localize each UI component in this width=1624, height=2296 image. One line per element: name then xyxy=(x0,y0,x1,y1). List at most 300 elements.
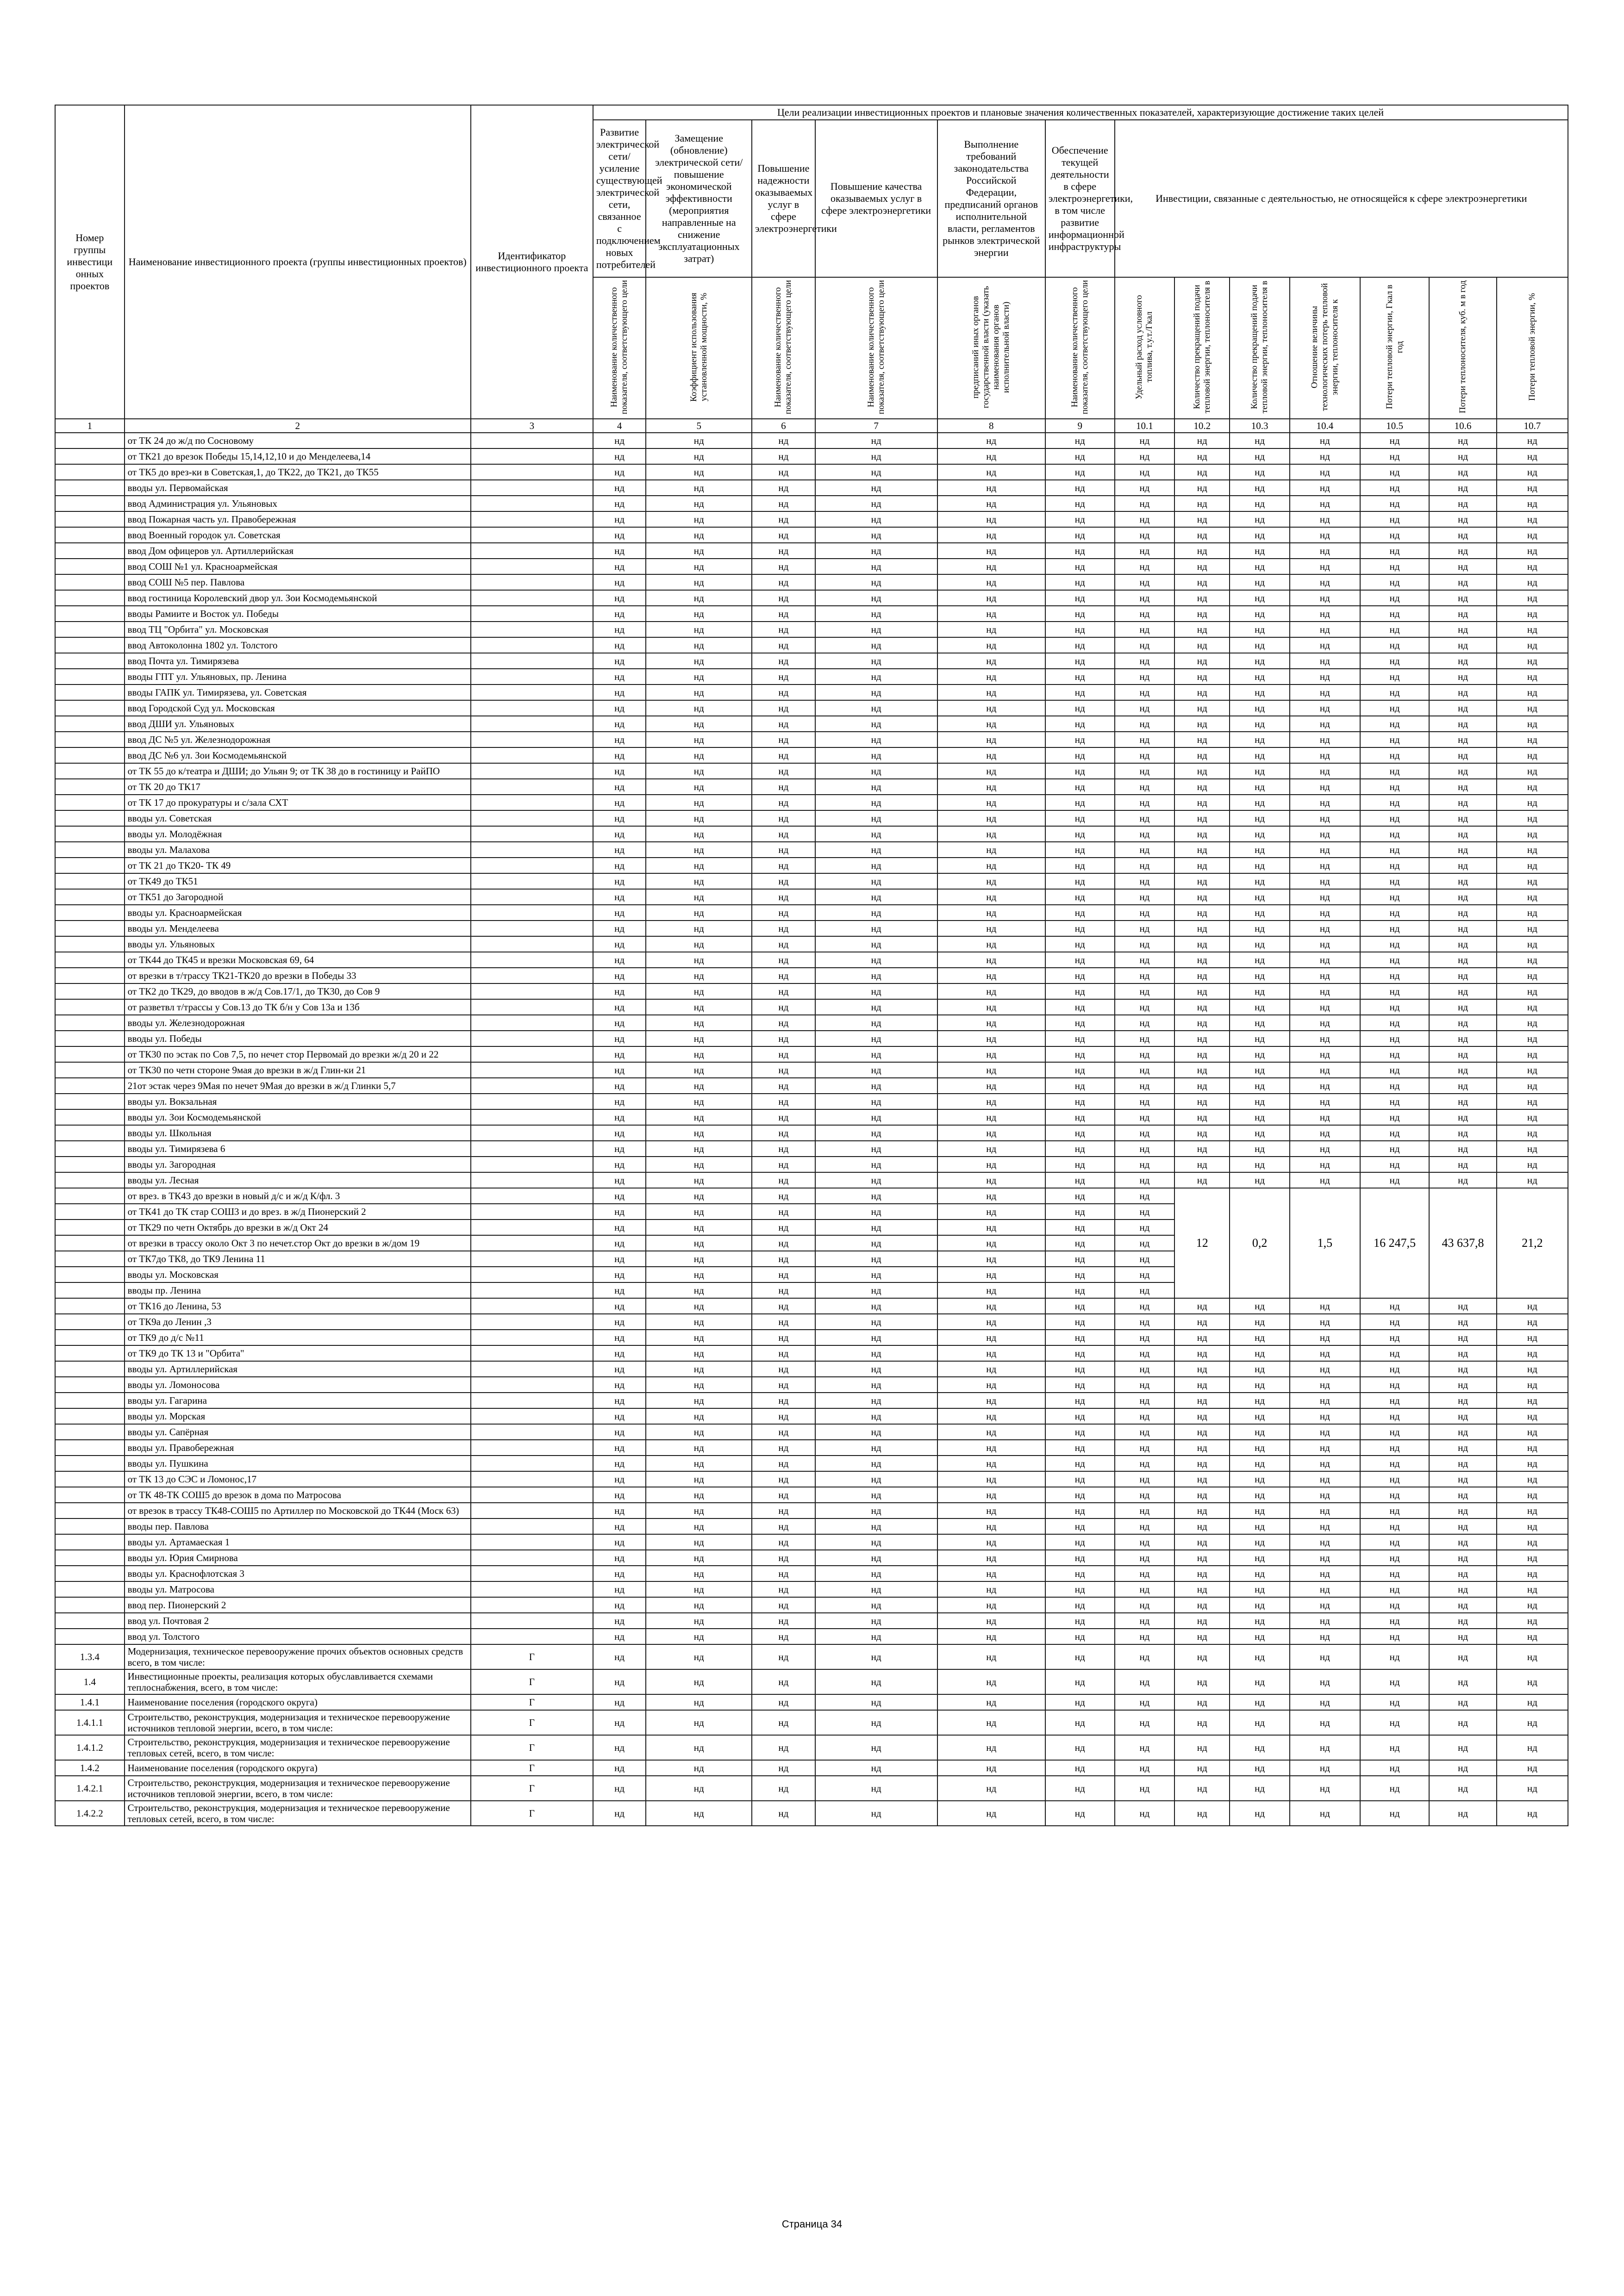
value-cell: нд xyxy=(1497,1094,1568,1109)
value-cell: нд xyxy=(815,999,937,1015)
value-cell: нд xyxy=(1429,1094,1496,1109)
group-number-cell xyxy=(55,1361,125,1377)
value-cell: нд xyxy=(593,1220,646,1235)
value-cell: нд xyxy=(1230,1298,1290,1314)
value-cell: нд xyxy=(1497,496,1568,511)
value-cell: нд xyxy=(1115,1046,1175,1062)
table-row xyxy=(55,1550,1568,1566)
value-cell: нд xyxy=(1230,1330,1290,1345)
value-cell: нд xyxy=(593,1644,646,1669)
project-id-cell xyxy=(471,1550,593,1566)
value-cell: нд xyxy=(815,1440,937,1456)
value-cell: нд xyxy=(1230,527,1290,543)
value-cell: нд xyxy=(1429,1078,1496,1094)
value-cell: нд xyxy=(1429,779,1496,795)
value-cell: нд xyxy=(1429,637,1496,653)
value-cell: нд xyxy=(937,1109,1045,1125)
value-cell: нд xyxy=(1174,1345,1230,1361)
value-cell: нд xyxy=(815,905,937,921)
project-id-cell xyxy=(471,1345,593,1361)
value-cell: нд xyxy=(937,1776,1045,1801)
value-cell: нд xyxy=(1360,1735,1430,1760)
value-cell: нд xyxy=(752,1282,815,1298)
value-cell: нд xyxy=(752,983,815,999)
value-cell: нд xyxy=(752,574,815,590)
value-cell: нд xyxy=(752,842,815,858)
project-id-cell: Г xyxy=(471,1694,593,1710)
value-cell: нд xyxy=(1429,1456,1496,1471)
value-cell: нд xyxy=(593,622,646,637)
table-row xyxy=(55,1345,1568,1361)
table-row xyxy=(55,496,1568,511)
value-cell: нд xyxy=(1360,795,1430,810)
value-cell: нд xyxy=(1115,952,1175,968)
value-cell: нд xyxy=(1360,637,1430,653)
column-number: 10.3 xyxy=(1230,419,1290,433)
group-number-cell xyxy=(55,590,125,606)
value-cell: нд xyxy=(1290,1314,1360,1330)
value-cell: нд xyxy=(593,716,646,732)
value-cell: нд xyxy=(1174,1015,1230,1031)
table-row xyxy=(55,637,1568,653)
group-number-cell xyxy=(55,1046,125,1062)
value-cell: нд xyxy=(1174,700,1230,716)
value-cell: нд xyxy=(1115,606,1175,622)
project-id-cell xyxy=(471,889,593,905)
value-cell: нд xyxy=(1360,1518,1430,1534)
project-id-cell xyxy=(471,747,593,763)
group-number-cell xyxy=(55,968,125,983)
project-id-cell xyxy=(471,559,593,574)
value-cell: нд xyxy=(1290,669,1360,684)
value-cell: нд xyxy=(1115,1613,1175,1629)
value-cell: нд xyxy=(1230,684,1290,700)
value-cell: нд xyxy=(752,1298,815,1314)
value-cell: нд xyxy=(1429,1534,1496,1550)
project-name-cell: вводы ул. Школьная xyxy=(125,1125,471,1141)
value-cell: нд xyxy=(1429,842,1496,858)
project-name-cell: вводы пер. Павлова xyxy=(125,1518,471,1534)
value-cell: нд xyxy=(1115,1235,1175,1251)
value-cell: нд xyxy=(815,858,937,873)
value-cell: нд xyxy=(752,511,815,527)
value-cell: нд xyxy=(937,1204,1045,1220)
value-cell: нд xyxy=(1360,826,1430,842)
value-cell: нд xyxy=(815,1629,937,1644)
value-cell: нд xyxy=(593,921,646,936)
value-cell: нд xyxy=(1045,1235,1115,1251)
project-id-cell xyxy=(471,1031,593,1046)
value-cell: нд xyxy=(1045,1613,1115,1629)
value-cell: нд xyxy=(1115,1760,1175,1776)
project-id-cell xyxy=(471,905,593,921)
value-cell: нд xyxy=(752,496,815,511)
project-id-cell xyxy=(471,810,593,826)
group-number-cell: 1.4.2 xyxy=(55,1760,125,1776)
value-cell: нд xyxy=(593,1188,646,1204)
project-name-cell: от ТК9 до д/с №11 xyxy=(125,1330,471,1345)
value-cell: нд xyxy=(1115,905,1175,921)
value-cell: нд xyxy=(1115,795,1175,810)
value-cell: нд xyxy=(1115,1408,1175,1424)
value-cell: нд xyxy=(1045,622,1115,637)
table-row xyxy=(55,1377,1568,1393)
value-cell: нд xyxy=(1045,1298,1115,1314)
value-cell: нд xyxy=(1045,543,1115,559)
project-name-cell: от ТК5 до врез-ки в Советская,1, до ТК22, до ТК21, до ТК55 xyxy=(125,464,471,480)
value-cell: нд xyxy=(815,1330,937,1345)
project-id-cell xyxy=(471,842,593,858)
table-row xyxy=(55,1694,1568,1710)
table-row xyxy=(55,1078,1568,1094)
project-name-cell: от ТК 48-ТК СОШ5 до врезок в дома по Матросова xyxy=(125,1487,471,1503)
group-number-cell xyxy=(55,464,125,480)
value-cell: нд xyxy=(815,1801,937,1826)
group-number-cell xyxy=(55,779,125,795)
value-cell: нд xyxy=(752,1534,815,1550)
value-cell: нд xyxy=(815,1424,937,1440)
project-name-cell: ввод Дом офицеров ул. Артиллерийская xyxy=(125,543,471,559)
value-cell: нд xyxy=(815,1518,937,1534)
table-row xyxy=(55,1046,1568,1062)
value-cell: нд xyxy=(1174,543,1230,559)
value-cell: нд xyxy=(752,1440,815,1456)
value-cell: нд xyxy=(1115,433,1175,448)
value-cell: нд xyxy=(1115,1282,1175,1298)
group-number-cell xyxy=(55,716,125,732)
value-cell: нд xyxy=(815,590,937,606)
value-cell: нд xyxy=(937,669,1045,684)
value-cell: нд xyxy=(593,1566,646,1581)
value-cell: нд xyxy=(1115,779,1175,795)
value-cell: нд xyxy=(1045,590,1115,606)
value-cell: нд xyxy=(1174,905,1230,921)
value-cell: нд xyxy=(752,1669,815,1694)
value-cell: нд xyxy=(646,1408,752,1424)
value-cell: нд xyxy=(1290,873,1360,889)
value-cell: нд xyxy=(1115,1062,1175,1078)
value-cell: нд xyxy=(1115,858,1175,873)
value-cell: нд xyxy=(1429,858,1496,873)
project-id-cell: Г xyxy=(471,1735,593,1760)
value-cell: нд xyxy=(1174,1393,1230,1408)
value-cell: нд xyxy=(1045,1456,1115,1471)
value-cell: нд xyxy=(1497,637,1568,653)
value-cell: нд xyxy=(752,889,815,905)
group-number-cell xyxy=(55,1235,125,1251)
value-cell: нд xyxy=(1230,1015,1290,1031)
value-cell: нд xyxy=(752,747,815,763)
value-cell: нд xyxy=(815,1487,937,1503)
value-cell: нд xyxy=(1230,1424,1290,1440)
value-cell: нд xyxy=(937,1062,1045,1078)
value-cell: нд xyxy=(1290,1094,1360,1109)
value-cell: нд xyxy=(1115,1669,1175,1694)
value-cell: нд xyxy=(1045,1776,1115,1801)
value-cell: нд xyxy=(1230,999,1290,1015)
value-cell: нд xyxy=(1360,1094,1430,1109)
table-row xyxy=(55,700,1568,716)
value-cell: нд xyxy=(1230,1314,1290,1330)
group-number-cell xyxy=(55,433,125,448)
value-cell: нд xyxy=(937,1157,1045,1172)
value-cell: нд xyxy=(937,637,1045,653)
value-cell: нд xyxy=(1497,1760,1568,1776)
value-cell: нд xyxy=(1230,574,1290,590)
value-cell: нд xyxy=(1290,590,1360,606)
project-name-cell: вводы ГАПК ул. Тимирязева, ул. Советская xyxy=(125,684,471,700)
project-id-cell xyxy=(471,921,593,936)
project-id-cell xyxy=(471,700,593,716)
value-cell: нд xyxy=(1290,1141,1360,1157)
value-cell: нд xyxy=(1360,1710,1430,1735)
project-name-cell: от ТК21 до врезок Победы 15,14,12,10 и до Менделеева,14 xyxy=(125,448,471,464)
value-cell: нд xyxy=(815,1125,937,1141)
value-cell: нд xyxy=(752,921,815,936)
value-cell: нд xyxy=(1115,1597,1175,1613)
value-cell: нд xyxy=(1497,1046,1568,1062)
value-cell: нд xyxy=(937,590,1045,606)
value-cell: нд xyxy=(1045,747,1115,763)
merged-value-cell: 21,2 xyxy=(1497,1188,1568,1298)
value-cell: нд xyxy=(593,1046,646,1062)
column-number: 10.1 xyxy=(1115,419,1175,433)
value-cell: нд xyxy=(646,1015,752,1031)
value-cell: нд xyxy=(815,527,937,543)
value-cell: нд xyxy=(1429,1518,1496,1534)
value-cell: нд xyxy=(1360,1015,1430,1031)
value-cell: нд xyxy=(1497,1078,1568,1094)
value-cell: нд xyxy=(815,1760,937,1776)
value-cell: нд xyxy=(1045,1267,1115,1282)
value-cell: нд xyxy=(752,763,815,779)
value-cell: нд xyxy=(1429,810,1496,826)
table-row xyxy=(55,1408,1568,1424)
value-cell: нд xyxy=(1497,1801,1568,1826)
value-cell: нд xyxy=(937,448,1045,464)
value-cell: нд xyxy=(1230,1581,1290,1597)
value-cell: нд xyxy=(937,716,1045,732)
project-name-cell: вводы ул. Морская xyxy=(125,1408,471,1424)
table-row xyxy=(55,842,1568,858)
table-row xyxy=(55,1471,1568,1487)
value-cell: нд xyxy=(1429,1015,1496,1031)
value-cell: нд xyxy=(593,999,646,1015)
value-cell: нд xyxy=(752,464,815,480)
group-number-cell xyxy=(55,543,125,559)
group-number-cell xyxy=(55,858,125,873)
value-cell: нд xyxy=(1230,1710,1290,1735)
value-cell: нд xyxy=(815,810,937,826)
value-cell: нд xyxy=(1115,1440,1175,1456)
value-cell: нд xyxy=(815,1157,937,1172)
value-cell: нд xyxy=(1115,842,1175,858)
value-cell: нд xyxy=(1045,637,1115,653)
project-id-cell xyxy=(471,858,593,873)
value-cell: нд xyxy=(752,1801,815,1826)
value-cell: нд xyxy=(1360,1393,1430,1408)
value-cell: нд xyxy=(646,936,752,952)
value-cell: нд xyxy=(1497,1408,1568,1424)
value-cell: нд xyxy=(1497,779,1568,795)
value-cell: нд xyxy=(815,1046,937,1062)
value-cell: нд xyxy=(646,858,752,873)
value-cell: нд xyxy=(752,669,815,684)
value-cell: нд xyxy=(646,1188,752,1204)
value-cell: нд xyxy=(646,1471,752,1487)
value-cell: нд xyxy=(937,747,1045,763)
value-cell: нд xyxy=(815,795,937,810)
value-cell: нд xyxy=(1230,496,1290,511)
value-cell: нд xyxy=(1174,716,1230,732)
value-cell: нд xyxy=(646,1094,752,1109)
value-cell: нд xyxy=(593,1235,646,1251)
value-cell: нд xyxy=(1230,1361,1290,1377)
group-number-cell xyxy=(55,1188,125,1204)
group-number-cell xyxy=(55,889,125,905)
value-cell: нд xyxy=(1360,1157,1430,1172)
value-cell: нд xyxy=(1360,1534,1430,1550)
value-cell: нд xyxy=(1045,653,1115,669)
project-id-cell xyxy=(471,1220,593,1235)
value-cell: нд xyxy=(752,653,815,669)
project-name-cell: от врез. в ТК43 до врезки в новый д/с и ж/д К/фл. 3 xyxy=(125,1188,471,1204)
value-cell: нд xyxy=(646,1220,752,1235)
value-cell: нд xyxy=(1045,921,1115,936)
value-cell: нд xyxy=(1230,448,1290,464)
value-cell: нд xyxy=(593,1330,646,1345)
table-row xyxy=(55,464,1568,480)
value-cell: нд xyxy=(1045,433,1115,448)
value-cell: нд xyxy=(937,684,1045,700)
value-cell: нд xyxy=(1045,496,1115,511)
project-id-cell xyxy=(471,433,593,448)
value-cell: нд xyxy=(1497,511,1568,527)
investment-table xyxy=(55,105,1568,1826)
value-cell: нд xyxy=(1230,1644,1290,1669)
value-cell: нд xyxy=(752,1235,815,1251)
value-cell: нд xyxy=(1115,810,1175,826)
value-cell: нд xyxy=(1429,496,1496,511)
value-cell: нд xyxy=(815,1172,937,1188)
value-cell: нд xyxy=(1115,983,1175,999)
project-name-cell: вводы ул. Правобережная xyxy=(125,1440,471,1456)
value-cell: нд xyxy=(1290,511,1360,527)
value-cell: нд xyxy=(1174,747,1230,763)
value-cell: нд xyxy=(1174,1157,1230,1172)
value-cell: нд xyxy=(1290,1471,1360,1487)
value-cell: нд xyxy=(1174,1550,1230,1566)
value-cell: нд xyxy=(1230,559,1290,574)
value-cell: нд xyxy=(1497,889,1568,905)
project-id-cell xyxy=(471,1566,593,1581)
table-row xyxy=(55,1760,1568,1776)
value-cell: нд xyxy=(1429,511,1496,527)
value-cell: нд xyxy=(646,527,752,543)
value-cell: нд xyxy=(646,763,752,779)
value-cell: нд xyxy=(1045,1062,1115,1078)
value-cell: нд xyxy=(1429,1566,1496,1581)
value-cell: нд xyxy=(1230,1393,1290,1408)
project-id-cell xyxy=(471,1440,593,1456)
value-cell: нд xyxy=(937,1597,1045,1613)
value-cell: нд xyxy=(1290,968,1360,983)
value-cell: нд xyxy=(1360,936,1430,952)
value-cell: нд xyxy=(1360,1314,1430,1330)
value-cell: нд xyxy=(646,1629,752,1644)
subheader-10-2: Количество прекращений подачи тепловой энергии, теплоносителя в xyxy=(1174,277,1230,419)
value-cell: нд xyxy=(815,1031,937,1046)
value-cell: нд xyxy=(1174,1801,1230,1826)
group-number-cell: 1.4 xyxy=(55,1669,125,1694)
value-cell: нд xyxy=(1290,936,1360,952)
value-cell: нд xyxy=(1429,1330,1496,1345)
value-cell: нд xyxy=(1497,1776,1568,1801)
project-name-cell: от ТК9а до Ленин ,3 xyxy=(125,1314,471,1330)
value-cell: нд xyxy=(752,1157,815,1172)
value-cell: нд xyxy=(1045,1471,1115,1487)
value-cell: нд xyxy=(1115,1125,1175,1141)
value-cell: нд xyxy=(1290,1078,1360,1094)
value-cell: нд xyxy=(1230,543,1290,559)
value-cell: нд xyxy=(1497,1062,1568,1078)
value-cell: нд xyxy=(752,1109,815,1125)
value-cell: нд xyxy=(1497,826,1568,842)
value-cell: нд xyxy=(1045,810,1115,826)
value-cell: нд xyxy=(1174,1735,1230,1760)
value-cell: нд xyxy=(815,1393,937,1408)
table-row xyxy=(55,826,1568,842)
value-cell: нд xyxy=(937,1094,1045,1109)
group-number-cell xyxy=(55,1345,125,1361)
project-id-cell xyxy=(471,936,593,952)
value-cell: нд xyxy=(937,795,1045,810)
value-cell: нд xyxy=(1290,622,1360,637)
value-cell: нд xyxy=(815,763,937,779)
value-cell: нд xyxy=(593,1204,646,1220)
value-cell: нд xyxy=(815,921,937,936)
value-cell: нд xyxy=(646,464,752,480)
value-cell: нд xyxy=(937,1330,1045,1345)
value-cell: нд xyxy=(593,968,646,983)
value-cell: нд xyxy=(937,763,1045,779)
value-cell: нд xyxy=(646,606,752,622)
value-cell: нд xyxy=(937,1298,1045,1314)
table-row xyxy=(55,873,1568,889)
value-cell: нд xyxy=(646,779,752,795)
value-cell: нд xyxy=(646,1282,752,1298)
value-cell: нд xyxy=(1174,1487,1230,1503)
value-cell: нд xyxy=(815,464,937,480)
table-row xyxy=(55,999,1568,1015)
value-cell: нд xyxy=(752,606,815,622)
value-cell: нд xyxy=(752,543,815,559)
value-cell: нд xyxy=(1360,653,1430,669)
value-cell: нд xyxy=(1174,1760,1230,1776)
value-cell: нд xyxy=(1115,527,1175,543)
group-number-cell xyxy=(55,873,125,889)
value-cell: нд xyxy=(1497,1518,1568,1534)
value-cell: нд xyxy=(752,1550,815,1566)
value-cell: нд xyxy=(1290,464,1360,480)
value-cell: нд xyxy=(1290,1566,1360,1581)
table-row xyxy=(55,622,1568,637)
value-cell: нд xyxy=(646,1267,752,1282)
column-number: 6 xyxy=(752,419,815,433)
value-cell: нд xyxy=(1497,873,1568,889)
group-number-cell xyxy=(55,1204,125,1220)
value-cell: нд xyxy=(1497,952,1568,968)
